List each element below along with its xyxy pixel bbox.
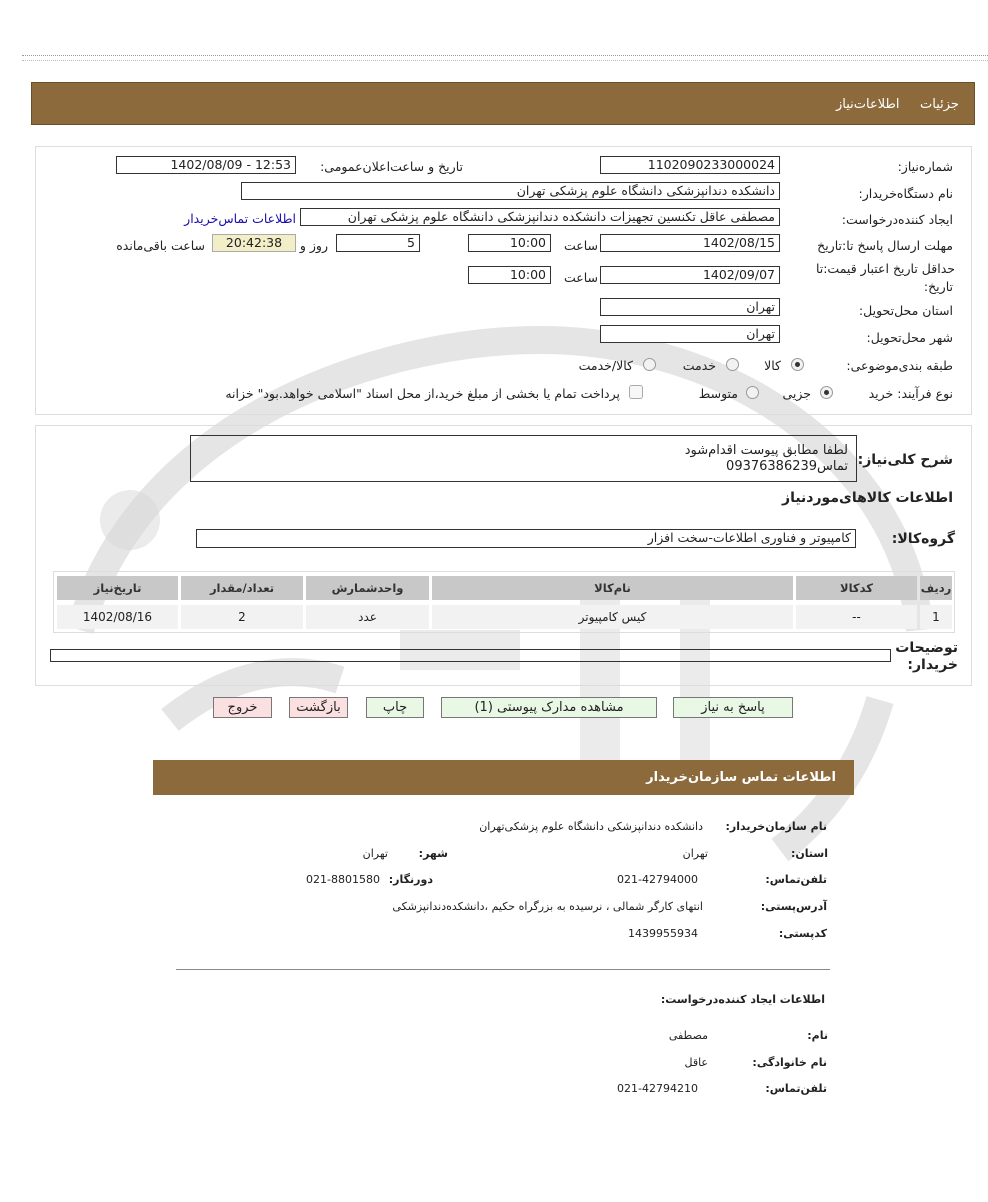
buyer-notes-label: توضیحات [895, 640, 958, 656]
province-label: استان محل‌تحویل: [858, 303, 953, 318]
announce-date-label: تاریخ و ساعت‌اعلان‌عمومی: [320, 159, 463, 174]
contact-divider [176, 969, 830, 970]
creator-family-value: عاقل [684, 1056, 708, 1069]
contact-org-value: دانشکده دندانپزشکی دانشگاه علوم پزشکی‌تهران [479, 820, 703, 833]
col-unit: واحدشمارش [306, 576, 429, 600]
creator-name-label: نام: [807, 1029, 828, 1042]
deadline-date-field: 1402/08/15 [600, 234, 780, 252]
need-number-label: شماره‌نیاز: [897, 159, 953, 174]
creator-field: مصطفی عاقل تکنسین تجهیزات دانشکده دندانپزشکی دانشگاه علوم پزشکی تهران [300, 208, 780, 226]
cell-need-date: 1402/08/16 [57, 605, 178, 629]
creator-family-label: نام خانوادگی: [752, 1056, 827, 1069]
days-field: 5 [336, 234, 420, 252]
buyer-org-field: دانشکده دندانپزشکی دانشگاه علوم پزشکی تهران [241, 182, 780, 200]
buyer-notes-field [50, 649, 891, 662]
days-label: روز و [299, 238, 328, 253]
goods-group-label: گروه‌کالا: [891, 531, 955, 547]
contact-fax-value: 021-8801580 [306, 873, 380, 886]
buyer-org-label: نام دستگاه‌خریدار: [858, 186, 953, 201]
payment-checkbox[interactable] [629, 385, 643, 399]
reply-button[interactable]: پاسخ به نیاز [673, 697, 793, 718]
buyer-notes-label-2: خریدار: [907, 657, 958, 673]
goods-group-field: کامپیوتر و فناوری اطلاعات-سخت افزار [196, 529, 856, 548]
contact-province-value: تهران [682, 847, 708, 860]
payment-text: پرداخت تمام یا بخشی از مبلغ خرید،از محل اسناد "اسلامی خواهد.بود" خزانه [225, 386, 620, 401]
contact-phone-label: تلفن‌تماس: [765, 873, 827, 886]
deadline-time-field: 10:00 [468, 234, 551, 252]
announce-date-field: 1402/08/09 - 12:53 [116, 156, 296, 174]
creator-name-value: مصطفی [668, 1029, 708, 1042]
summary-label: شرح کلی‌نیاز: [857, 452, 953, 468]
contact-title: اطلاعات تماس سازمان‌خریدار [646, 770, 836, 785]
buyer-contact-link[interactable]: اطلاعات تماس‌خریدار [184, 211, 296, 226]
city-field: تهران [600, 325, 780, 343]
summary-line-2: تماس09376386239 [726, 459, 848, 474]
contact-postal-label: کدپستی: [778, 927, 827, 940]
contact-phone-value: 021-42794000 [617, 873, 698, 886]
validity-label-2: تاریخ: [923, 279, 953, 294]
creator-info-title: اطلاعات ایجاد کننده‌درخواست: [660, 993, 825, 1006]
validity-time-label: ساعت [563, 270, 598, 285]
header-bar [31, 82, 975, 125]
remaining-time-field: 20:42:38 [212, 234, 296, 252]
category-radio-service[interactable] [726, 358, 739, 371]
col-row-number: ردیف [920, 576, 952, 600]
cell-row-number: 1 [920, 605, 952, 629]
contact-address-label: آدرس‌پستی: [760, 900, 827, 913]
deadline-label: مهلت ارسال پاسخ تا:تاریخ [817, 238, 953, 253]
process-radio-minor[interactable] [820, 386, 833, 399]
process-radio-medium[interactable] [746, 386, 759, 399]
summary-box [190, 435, 857, 482]
contact-city-label: شهر: [418, 847, 448, 860]
col-item-name: نام‌کالا [432, 576, 793, 600]
top-separator [22, 55, 988, 61]
remaining-label: ساعت باقی‌مانده [116, 238, 205, 253]
category-option-both: کالا/خدمت [578, 358, 633, 373]
creator-phone-label: تلفن‌تماس: [765, 1082, 827, 1095]
need-number-field: 1102090233000024 [600, 156, 780, 174]
tab-details[interactable]: جزئیات [920, 97, 959, 112]
creator-label: ایجاد کننده‌درخواست: [841, 212, 953, 227]
category-option-service: خدمت [682, 358, 716, 373]
cell-unit: عدد [306, 605, 429, 629]
creator-phone-value: 021-42794210 [617, 1082, 698, 1095]
province-field: تهران [600, 298, 780, 316]
process-option-medium: متوسط [698, 386, 738, 401]
print-button[interactable]: چاپ [366, 697, 424, 718]
cell-quantity: 2 [181, 605, 303, 629]
contact-city-value: تهران [362, 847, 388, 860]
validity-date-field: 1402/09/07 [600, 266, 780, 284]
process-option-minor: جزیی [782, 386, 811, 401]
cell-item-code: -- [796, 605, 917, 629]
validity-time-field: 10:00 [468, 266, 551, 284]
contact-org-label: نام سازمان‌خریدار: [725, 820, 827, 833]
col-need-date: تاریخ‌نیاز [57, 576, 178, 600]
exit-button[interactable]: خروج [213, 697, 272, 718]
attachments-button[interactable]: مشاهده مدارک پیوستی (1) [441, 697, 657, 718]
col-quantity: تعداد/مقدار [181, 576, 303, 600]
back-button[interactable]: بازگشت [289, 697, 348, 718]
contact-province-label: استان: [791, 847, 828, 860]
goods-info-label: اطلاعات کالاهای‌موردنیاز [782, 490, 953, 506]
category-label: طبقه بندی‌موضوعی: [846, 358, 953, 373]
summary-line-1: لطفا مطابق پیوست اقدام‌شود [684, 443, 848, 458]
category-radio-goods[interactable] [791, 358, 804, 371]
validity-label: حداقل تاریخ اعتبار قیمت:تا [815, 261, 955, 276]
contact-fax-label: دورنگار: [388, 873, 433, 886]
deadline-time-label: ساعت [563, 238, 598, 253]
city-label: شهر محل‌تحویل: [866, 330, 953, 345]
category-option-goods: کالا [764, 358, 781, 373]
contact-address-value: انتهای کارگر شمالی ، نرسیده به بزرگراه حکیم ،دانشکده‌دندانپزشکی [392, 900, 703, 913]
tab-info[interactable]: اطلاعات‌نیاز [836, 97, 900, 112]
process-label: نوع فرآیند: خرید [868, 386, 953, 401]
category-radio-both[interactable] [643, 358, 656, 371]
contact-postal-value: 1439955934 [628, 927, 698, 940]
cell-item-name: کیس کامپیوتر [432, 605, 793, 629]
col-item-code: کدکالا [796, 576, 917, 600]
